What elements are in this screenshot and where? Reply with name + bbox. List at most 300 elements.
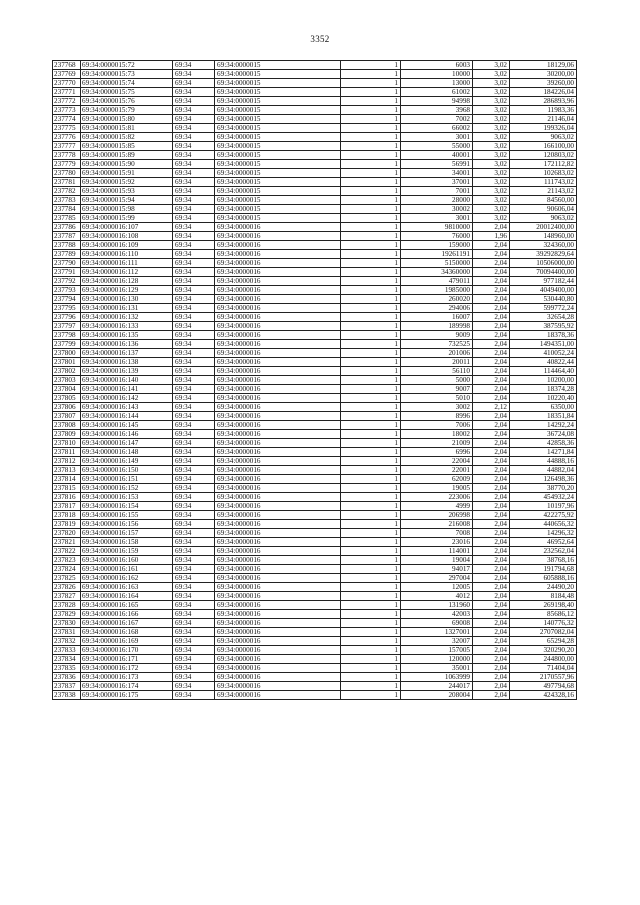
cadastral-block-cell: 69:34:0000016 bbox=[215, 538, 341, 547]
cadastral-number-cell: 69:34:0000015:85 bbox=[81, 142, 173, 151]
region-code-cell: 69:34 bbox=[173, 322, 215, 331]
area-cell: 19005 bbox=[401, 484, 473, 493]
area-cell: 21009 bbox=[401, 439, 473, 448]
quantity-cell: 1 bbox=[341, 322, 401, 331]
table-row bbox=[53, 232, 577, 241]
table-row bbox=[53, 133, 577, 142]
region-code-cell: 69:34 bbox=[173, 511, 215, 520]
table-row bbox=[53, 187, 577, 196]
table-row bbox=[53, 538, 577, 547]
table-row bbox=[53, 529, 577, 538]
quantity-cell: 1 bbox=[341, 556, 401, 565]
region-code-cell: 69:34 bbox=[173, 250, 215, 259]
rate-cell: 2,04 bbox=[473, 601, 510, 610]
value-cell: 11983,36 bbox=[510, 106, 577, 115]
region-code-cell: 69:34 bbox=[173, 556, 215, 565]
region-code-cell: 69:34 bbox=[173, 367, 215, 376]
cadastral-block-cell: 69:34:0000016 bbox=[215, 331, 341, 340]
cadastral-number-cell: 69:34:0000016:166 bbox=[81, 610, 173, 619]
cadastral-number-cell: 69:34:0000016:137 bbox=[81, 349, 173, 358]
region-code-cell: 69:34 bbox=[173, 475, 215, 484]
quantity-cell: 1 bbox=[341, 682, 401, 691]
cadastral-block-cell: 69:34:0000015 bbox=[215, 124, 341, 133]
row-number-cell: 237783 bbox=[53, 196, 81, 205]
cadastral-number-cell: 69:34:0000016:138 bbox=[81, 358, 173, 367]
rate-cell: 3,02 bbox=[473, 142, 510, 151]
rate-cell: 3,02 bbox=[473, 133, 510, 142]
cadastral-block-cell: 69:34:0000016 bbox=[215, 448, 341, 457]
row-number-cell: 237829 bbox=[53, 610, 81, 619]
table-row bbox=[53, 646, 577, 655]
value-cell: 410052,24 bbox=[510, 349, 577, 358]
region-code-cell: 69:34 bbox=[173, 331, 215, 340]
cadastral-block-cell: 69:34:0000015 bbox=[215, 97, 341, 106]
cadastral-block-cell: 69:34:0000016 bbox=[215, 502, 341, 511]
cadastral-number-cell: 69:34:0000016:152 bbox=[81, 484, 173, 493]
cadastral-number-cell: 69:34:0000016:144 bbox=[81, 412, 173, 421]
table-row bbox=[53, 367, 577, 376]
value-cell: 10506000,00 bbox=[510, 259, 577, 268]
cadastral-number-cell: 69:34:0000016:136 bbox=[81, 340, 173, 349]
table-row bbox=[53, 313, 577, 322]
value-cell: 10220,40 bbox=[510, 394, 577, 403]
cadastral-number-cell: 69:34:0000015:93 bbox=[81, 187, 173, 196]
cadastral-block-cell: 69:34:0000016 bbox=[215, 628, 341, 637]
rate-cell: 2,04 bbox=[473, 259, 510, 268]
rate-cell: 2,04 bbox=[473, 583, 510, 592]
cadastral-number-cell: 69:34:0000016:158 bbox=[81, 538, 173, 547]
rate-cell: 2,04 bbox=[473, 520, 510, 529]
rate-cell: 3,02 bbox=[473, 79, 510, 88]
table-row bbox=[53, 160, 577, 169]
table-row bbox=[53, 610, 577, 619]
table-row bbox=[53, 322, 577, 331]
region-code-cell: 69:34 bbox=[173, 223, 215, 232]
area-cell: 94998 bbox=[401, 97, 473, 106]
cadastral-block-cell: 69:34:0000015 bbox=[215, 214, 341, 223]
region-code-cell: 69:34 bbox=[173, 601, 215, 610]
quantity-cell: 1 bbox=[341, 376, 401, 385]
area-cell: 7008 bbox=[401, 529, 473, 538]
area-cell: 1327001 bbox=[401, 628, 473, 637]
region-code-cell: 69:34 bbox=[173, 682, 215, 691]
cadastral-number-cell: 69:34:0000016:153 bbox=[81, 493, 173, 502]
cadastral-number-cell: 69:34:0000015:90 bbox=[81, 160, 173, 169]
rate-cell: 2,04 bbox=[473, 268, 510, 277]
cadastral-number-cell: 69:34:0000015:73 bbox=[81, 70, 173, 79]
table-row bbox=[53, 178, 577, 187]
value-cell: 199326,04 bbox=[510, 124, 577, 133]
region-code-cell: 69:34 bbox=[173, 376, 215, 385]
value-cell: 85686,12 bbox=[510, 610, 577, 619]
region-code-cell: 69:34 bbox=[173, 403, 215, 412]
region-code-cell: 69:34 bbox=[173, 232, 215, 241]
area-cell: 114001 bbox=[401, 547, 473, 556]
table-row bbox=[53, 574, 577, 583]
quantity-cell: 1 bbox=[341, 160, 401, 169]
cadastral-block-cell: 69:34:0000016 bbox=[215, 565, 341, 574]
table-row bbox=[53, 241, 577, 250]
value-cell: 21146,04 bbox=[510, 115, 577, 124]
row-number-cell: 237793 bbox=[53, 286, 81, 295]
table-row bbox=[53, 565, 577, 574]
row-number-cell: 237796 bbox=[53, 313, 81, 322]
table-row bbox=[53, 295, 577, 304]
table-row bbox=[53, 205, 577, 214]
value-cell: 605888,16 bbox=[510, 574, 577, 583]
cadastral-block-cell: 69:34:0000016 bbox=[215, 421, 341, 430]
row-number-cell: 237799 bbox=[53, 340, 81, 349]
quantity-cell: 1 bbox=[341, 97, 401, 106]
region-code-cell: 69:34 bbox=[173, 151, 215, 160]
cadastral-block-cell: 69:34:0000016 bbox=[215, 592, 341, 601]
region-code-cell: 69:34 bbox=[173, 529, 215, 538]
area-cell: 260020 bbox=[401, 295, 473, 304]
table-row bbox=[53, 394, 577, 403]
rate-cell: 2,04 bbox=[473, 457, 510, 466]
area-cell: 1985000 bbox=[401, 286, 473, 295]
table-row bbox=[53, 691, 577, 700]
area-cell: 201006 bbox=[401, 349, 473, 358]
row-number-cell: 237780 bbox=[53, 169, 81, 178]
rate-cell: 2,04 bbox=[473, 538, 510, 547]
row-number-cell: 237810 bbox=[53, 439, 81, 448]
cadastral-value-table bbox=[52, 60, 577, 700]
table-row bbox=[53, 340, 577, 349]
cadastral-block-cell: 69:34:0000016 bbox=[215, 322, 341, 331]
value-cell: 126498,36 bbox=[510, 475, 577, 484]
cadastral-number-cell: 69:34:0000016:168 bbox=[81, 628, 173, 637]
cadastral-block-cell: 69:34:0000015 bbox=[215, 169, 341, 178]
cadastral-number-cell: 69:34:0000016:174 bbox=[81, 682, 173, 691]
area-cell: 19261191 bbox=[401, 250, 473, 259]
rate-cell: 2,04 bbox=[473, 556, 510, 565]
value-cell: 440656,32 bbox=[510, 520, 577, 529]
value-cell: 102683,02 bbox=[510, 169, 577, 178]
quantity-cell: 1 bbox=[341, 466, 401, 475]
row-number-cell: 237779 bbox=[53, 160, 81, 169]
table-row bbox=[53, 655, 577, 664]
region-code-cell: 69:34 bbox=[173, 466, 215, 475]
cadastral-block-cell: 69:34:0000016 bbox=[215, 259, 341, 268]
cadastral-block-cell: 69:34:0000015 bbox=[215, 160, 341, 169]
area-cell: 9810000 bbox=[401, 223, 473, 232]
cadastral-number-cell: 69:34:0000015:94 bbox=[81, 196, 173, 205]
cadastral-number-cell: 69:34:0000015:98 bbox=[81, 205, 173, 214]
region-code-cell: 69:34 bbox=[173, 691, 215, 700]
region-code-cell: 69:34 bbox=[173, 502, 215, 511]
cadastral-number-cell: 69:34:0000016:165 bbox=[81, 601, 173, 610]
rate-cell: 2,04 bbox=[473, 421, 510, 430]
area-cell: 6003 bbox=[401, 61, 473, 70]
table-row bbox=[53, 664, 577, 673]
value-cell: 18374,28 bbox=[510, 385, 577, 394]
value-cell: 90606,04 bbox=[510, 205, 577, 214]
cadastral-number-cell: 69:34:0000016:160 bbox=[81, 556, 173, 565]
area-cell: 22001 bbox=[401, 466, 473, 475]
region-code-cell: 69:34 bbox=[173, 304, 215, 313]
value-cell: 70094400,00 bbox=[510, 268, 577, 277]
rate-cell: 2,04 bbox=[473, 358, 510, 367]
quantity-cell: 1 bbox=[341, 205, 401, 214]
table-row bbox=[53, 196, 577, 205]
value-cell: 140776,32 bbox=[510, 619, 577, 628]
cadastral-block-cell: 69:34:0000016 bbox=[215, 529, 341, 538]
area-cell: 732525 bbox=[401, 340, 473, 349]
cadastral-number-cell: 69:34:0000016:156 bbox=[81, 520, 173, 529]
row-number-cell: 237838 bbox=[53, 691, 81, 700]
cadastral-block-cell: 69:34:0000016 bbox=[215, 358, 341, 367]
row-number-cell: 237797 bbox=[53, 322, 81, 331]
rate-cell: 2,04 bbox=[473, 295, 510, 304]
region-code-cell: 69:34 bbox=[173, 592, 215, 601]
area-cell: 76000 bbox=[401, 232, 473, 241]
table-row bbox=[53, 421, 577, 430]
region-code-cell: 69:34 bbox=[173, 394, 215, 403]
value-cell: 39260,00 bbox=[510, 79, 577, 88]
table-row bbox=[53, 412, 577, 421]
value-cell: 44888,16 bbox=[510, 457, 577, 466]
cadastral-number-cell: 69:34:0000016:147 bbox=[81, 439, 173, 448]
value-cell: 191794,68 bbox=[510, 565, 577, 574]
table-row bbox=[53, 97, 577, 106]
cadastral-number-cell: 69:34:0000016:148 bbox=[81, 448, 173, 457]
quantity-cell: 1 bbox=[341, 295, 401, 304]
cadastral-number-cell: 69:34:0000016:135 bbox=[81, 331, 173, 340]
region-code-cell: 69:34 bbox=[173, 385, 215, 394]
area-cell: 10000 bbox=[401, 70, 473, 79]
area-cell: 159000 bbox=[401, 241, 473, 250]
region-code-cell: 69:34 bbox=[173, 538, 215, 547]
quantity-cell: 1 bbox=[341, 412, 401, 421]
cadastral-number-cell: 69:34:0000016:140 bbox=[81, 376, 173, 385]
cadastral-block-cell: 69:34:0000016 bbox=[215, 574, 341, 583]
table-row bbox=[53, 403, 577, 412]
quantity-cell: 1 bbox=[341, 151, 401, 160]
cadastral-block-cell: 69:34:0000016 bbox=[215, 304, 341, 313]
value-cell: 10200,00 bbox=[510, 376, 577, 385]
rate-cell: 2,04 bbox=[473, 376, 510, 385]
table-row bbox=[53, 124, 577, 133]
value-cell: 111743,02 bbox=[510, 178, 577, 187]
value-cell: 8184,48 bbox=[510, 592, 577, 601]
cadastral-block-cell: 69:34:0000016 bbox=[215, 655, 341, 664]
table-row bbox=[53, 619, 577, 628]
cadastral-block-cell: 69:34:0000016 bbox=[215, 583, 341, 592]
cadastral-block-cell: 69:34:0000016 bbox=[215, 439, 341, 448]
rate-cell: 3,02 bbox=[473, 169, 510, 178]
quantity-cell: 1 bbox=[341, 655, 401, 664]
quantity-cell: 1 bbox=[341, 277, 401, 286]
cadastral-block-cell: 69:34:0000016 bbox=[215, 619, 341, 628]
rate-cell: 2,04 bbox=[473, 430, 510, 439]
row-number-cell: 237790 bbox=[53, 259, 81, 268]
cadastral-number-cell: 69:34:0000015:92 bbox=[81, 178, 173, 187]
cadastral-block-cell: 69:34:0000016 bbox=[215, 664, 341, 673]
table-row bbox=[53, 349, 577, 358]
value-cell: 530440,80 bbox=[510, 295, 577, 304]
cadastral-number-cell: 69:34:0000015:74 bbox=[81, 79, 173, 88]
rate-cell: 2,04 bbox=[473, 592, 510, 601]
area-cell: 9009 bbox=[401, 331, 473, 340]
area-cell: 34001 bbox=[401, 169, 473, 178]
quantity-cell: 1 bbox=[341, 457, 401, 466]
row-number-cell: 237805 bbox=[53, 394, 81, 403]
table-row bbox=[53, 304, 577, 313]
area-cell: 120000 bbox=[401, 655, 473, 664]
value-cell: 320290,20 bbox=[510, 646, 577, 655]
area-cell: 294006 bbox=[401, 304, 473, 313]
cadastral-block-cell: 69:34:0000015 bbox=[215, 70, 341, 79]
rate-cell: 2,04 bbox=[473, 574, 510, 583]
table-row bbox=[53, 466, 577, 475]
rate-cell: 2,04 bbox=[473, 484, 510, 493]
value-cell: 44882,04 bbox=[510, 466, 577, 475]
region-code-cell: 69:34 bbox=[173, 484, 215, 493]
row-number-cell: 237821 bbox=[53, 538, 81, 547]
region-code-cell: 69:34 bbox=[173, 286, 215, 295]
rate-cell: 2,04 bbox=[473, 349, 510, 358]
table-row bbox=[53, 142, 577, 151]
cadastral-block-cell: 69:34:0000016 bbox=[215, 520, 341, 529]
row-number-cell: 237776 bbox=[53, 133, 81, 142]
row-number-cell: 237782 bbox=[53, 187, 81, 196]
table-row bbox=[53, 79, 577, 88]
table-row bbox=[53, 448, 577, 457]
area-cell: 6996 bbox=[401, 448, 473, 457]
rate-cell: 2,04 bbox=[473, 646, 510, 655]
cadastral-number-cell: 69:34:0000016:161 bbox=[81, 565, 173, 574]
cadastral-block-cell: 69:34:0000016 bbox=[215, 547, 341, 556]
table-row bbox=[53, 484, 577, 493]
table-row bbox=[53, 286, 577, 295]
value-cell: 286893,96 bbox=[510, 97, 577, 106]
table-row bbox=[53, 439, 577, 448]
row-number-cell: 237786 bbox=[53, 223, 81, 232]
page-number: 3352 bbox=[310, 34, 330, 44]
row-number-cell: 237820 bbox=[53, 529, 81, 538]
quantity-cell: 1 bbox=[341, 358, 401, 367]
cadastral-number-cell: 69:34:0000015:99 bbox=[81, 214, 173, 223]
region-code-cell: 69:34 bbox=[173, 358, 215, 367]
rate-cell: 2,04 bbox=[473, 475, 510, 484]
row-number-cell: 237777 bbox=[53, 142, 81, 151]
cadastral-number-cell: 69:34:0000016:112 bbox=[81, 268, 173, 277]
row-number-cell: 237814 bbox=[53, 475, 81, 484]
table-row bbox=[53, 583, 577, 592]
rate-cell: 2,04 bbox=[473, 367, 510, 376]
area-cell: 131960 bbox=[401, 601, 473, 610]
cadastral-number-cell: 69:34:0000016:173 bbox=[81, 673, 173, 682]
cadastral-number-cell: 69:34:0000016:109 bbox=[81, 241, 173, 250]
cadastral-block-cell: 69:34:0000016 bbox=[215, 277, 341, 286]
cadastral-block-cell: 69:34:0000016 bbox=[215, 412, 341, 421]
row-number-cell: 237818 bbox=[53, 511, 81, 520]
rate-cell: 3,02 bbox=[473, 214, 510, 223]
value-cell: 42858,36 bbox=[510, 439, 577, 448]
rate-cell: 2,04 bbox=[473, 340, 510, 349]
area-cell: 12005 bbox=[401, 583, 473, 592]
area-cell: 216008 bbox=[401, 520, 473, 529]
value-cell: 977182,44 bbox=[510, 277, 577, 286]
region-code-cell: 69:34 bbox=[173, 637, 215, 646]
rate-cell: 2,04 bbox=[473, 286, 510, 295]
rate-cell: 2,04 bbox=[473, 304, 510, 313]
cadastral-block-cell: 69:34:0000015 bbox=[215, 178, 341, 187]
quantity-cell: 1 bbox=[341, 196, 401, 205]
rate-cell: 2,04 bbox=[473, 637, 510, 646]
value-cell: 166100,00 bbox=[510, 142, 577, 151]
value-cell: 244800,00 bbox=[510, 655, 577, 664]
table-row bbox=[53, 637, 577, 646]
table-row bbox=[53, 628, 577, 637]
value-cell: 9063,02 bbox=[510, 133, 577, 142]
quantity-cell: 1 bbox=[341, 250, 401, 259]
cadastral-block-cell: 69:34:0000015 bbox=[215, 133, 341, 142]
region-code-cell: 69:34 bbox=[173, 574, 215, 583]
table-row bbox=[53, 331, 577, 340]
cadastral-number-cell: 69:34:0000016:108 bbox=[81, 232, 173, 241]
value-cell: 36724,08 bbox=[510, 430, 577, 439]
cadastral-number-cell: 69:34:0000015:75 bbox=[81, 88, 173, 97]
area-cell: 297004 bbox=[401, 574, 473, 583]
cadastral-block-cell: 69:34:0000015 bbox=[215, 205, 341, 214]
region-code-cell: 69:34 bbox=[173, 277, 215, 286]
area-cell: 223006 bbox=[401, 493, 473, 502]
cadastral-block-cell: 69:34:0000016 bbox=[215, 403, 341, 412]
table-row bbox=[53, 358, 577, 367]
rate-cell: 2,04 bbox=[473, 250, 510, 259]
cadastral-number-cell: 69:34:0000016:131 bbox=[81, 304, 173, 313]
value-cell: 269198,40 bbox=[510, 601, 577, 610]
row-number-cell: 237784 bbox=[53, 205, 81, 214]
rate-cell: 3,02 bbox=[473, 187, 510, 196]
region-code-cell: 69:34 bbox=[173, 79, 215, 88]
rate-cell: 3,02 bbox=[473, 61, 510, 70]
value-cell: 10197,96 bbox=[510, 502, 577, 511]
cadastral-block-cell: 69:34:0000015 bbox=[215, 106, 341, 115]
quantity-cell: 1 bbox=[341, 601, 401, 610]
area-cell: 16007 bbox=[401, 313, 473, 322]
region-code-cell: 69:34 bbox=[173, 133, 215, 142]
cadastral-block-cell: 69:34:0000016 bbox=[215, 673, 341, 682]
row-number-cell: 237830 bbox=[53, 619, 81, 628]
table-row bbox=[53, 151, 577, 160]
table-row bbox=[53, 601, 577, 610]
rate-cell: 2,04 bbox=[473, 691, 510, 700]
area-cell: 5000 bbox=[401, 376, 473, 385]
cadastral-number-cell: 69:34:0000016:171 bbox=[81, 655, 173, 664]
quantity-cell: 1 bbox=[341, 691, 401, 700]
cadastral-number-cell: 69:34:0000016:163 bbox=[81, 583, 173, 592]
row-number-cell: 237825 bbox=[53, 574, 81, 583]
quantity-cell: 1 bbox=[341, 70, 401, 79]
value-cell: 497794,68 bbox=[510, 682, 577, 691]
value-cell: 32654,28 bbox=[510, 313, 577, 322]
region-code-cell: 69:34 bbox=[173, 169, 215, 178]
row-number-cell: 237803 bbox=[53, 376, 81, 385]
row-number-cell: 237791 bbox=[53, 268, 81, 277]
rate-cell: 3,02 bbox=[473, 115, 510, 124]
quantity-cell: 1 bbox=[341, 475, 401, 484]
row-number-cell: 237817 bbox=[53, 502, 81, 511]
value-cell: 422275,92 bbox=[510, 511, 577, 520]
table-row bbox=[53, 250, 577, 259]
area-cell: 4012 bbox=[401, 592, 473, 601]
quantity-cell: 1 bbox=[341, 313, 401, 322]
region-code-cell: 69:34 bbox=[173, 664, 215, 673]
cadastral-number-cell: 69:34:0000015:72 bbox=[81, 61, 173, 70]
